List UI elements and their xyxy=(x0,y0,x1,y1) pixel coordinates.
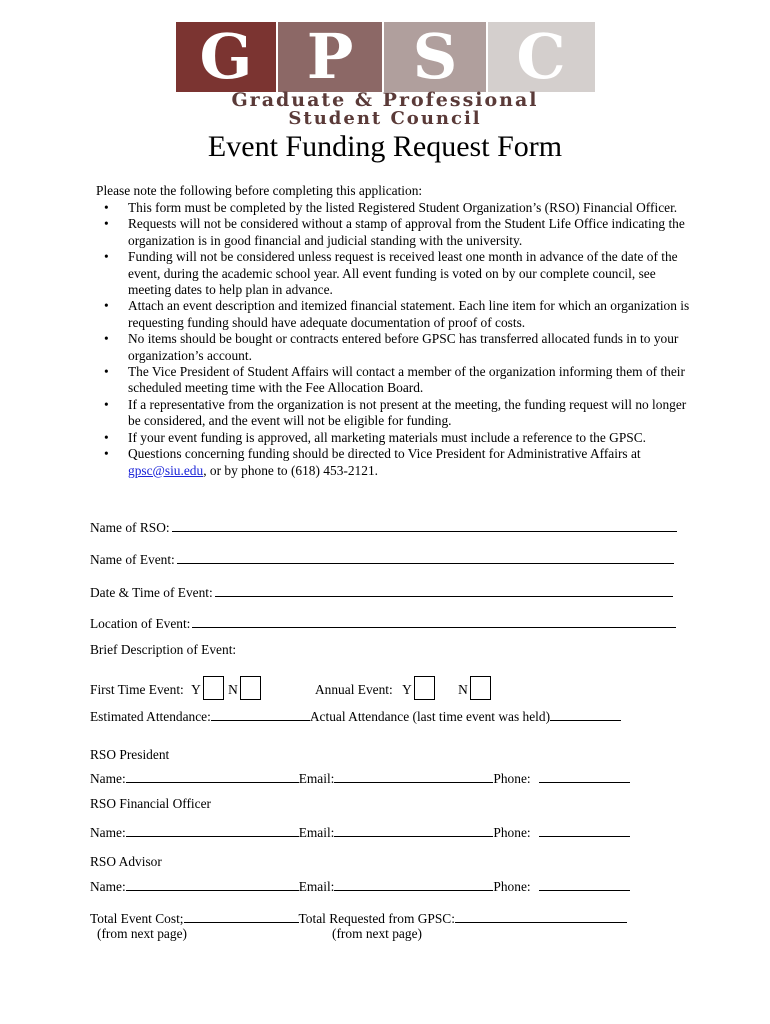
first-time-row xyxy=(90,676,261,700)
annual-row xyxy=(315,676,491,700)
bullet-icon: • xyxy=(104,446,109,462)
financial-officer-heading: RSO Financial Officer xyxy=(90,796,211,811)
email-label: Email: xyxy=(298,771,335,786)
email-link[interactable]: gpsc@siu.edu xyxy=(128,462,204,478)
list-item: • If a representative from the organization is not present at the meeting, the funding request will no longer be considered, and the event will not be eligible for funding. xyxy=(104,396,687,429)
estimated-attendance-field[interactable] xyxy=(211,707,310,721)
total-requested-field[interactable] xyxy=(455,909,627,923)
logo-letter-c: C xyxy=(516,20,566,93)
bullet-icon: • xyxy=(104,249,109,265)
financial-officer-name-field[interactable] xyxy=(126,823,299,837)
list-item: • Funding will not be considered unless request is received least one month in advance of the date of the event, during the academic school year. All event funding is voted on by our complete council, see meeting dates to help plan in advance. xyxy=(104,249,678,298)
name-label: Name: xyxy=(90,771,126,786)
notes-list xyxy=(96,200,696,479)
estimated-attendance-label: Estimated Attendance: xyxy=(90,709,211,724)
logo-letter-p: P xyxy=(306,20,354,93)
list-item: • Attach an event description and itemized financial statement. Each line item for which an organization is requesting funding should have adequate documentation of proof of costs. xyxy=(104,298,690,330)
event-name-field[interactable] xyxy=(177,550,674,564)
annual-no-label: N xyxy=(458,682,468,697)
actual-attendance-label: Actual Attendance (last time event was held) xyxy=(309,709,551,724)
total-event-cost-field[interactable] xyxy=(184,909,299,923)
logo-letter-g: G xyxy=(199,20,253,93)
date-time-row xyxy=(90,583,673,601)
list-item: • No items should be bought or contracts entered before GPSC has transferred allocated funds in to your organization’s account. xyxy=(104,331,679,363)
annual-no-checkbox[interactable] xyxy=(470,676,491,700)
annual-label: Annual Event: xyxy=(315,682,393,697)
list-item: • The Vice President of Student Affairs will contact a member of the organization informing them of their scheduled meeting time with the Fee Allocation Board. xyxy=(104,364,685,396)
name-label: Name: xyxy=(90,825,126,840)
rso-name-field[interactable] xyxy=(172,518,677,532)
advisor-name-field[interactable] xyxy=(126,877,299,891)
email-label: Email: xyxy=(298,825,335,840)
bullet-icon: • xyxy=(104,216,109,232)
list-item: • Questions concerning funding should be directed to Vice President for Administrative Affairs at gpsc@siu.edu, or by phone to (618) 453-2121. xyxy=(104,446,641,478)
description-label: Brief Description of Event: xyxy=(90,642,237,657)
advisor-heading: RSO Advisor xyxy=(90,854,162,869)
logo-line-1: Graduate & Professional xyxy=(231,89,539,111)
first-time-no-label: N xyxy=(228,682,238,697)
event-name-row xyxy=(90,550,674,568)
financial-officer-email-field[interactable] xyxy=(334,823,493,837)
annual-yes-checkbox[interactable] xyxy=(414,676,435,700)
page-title: Event Funding Request Form xyxy=(207,130,563,163)
financial-officer-phone-field[interactable] xyxy=(539,823,630,837)
email-label: Email: xyxy=(298,879,335,894)
bullet-icon: • xyxy=(104,331,109,347)
totals-row xyxy=(90,909,627,927)
date-time-field[interactable] xyxy=(215,583,673,597)
intro-text: Please note the following before completing this application: xyxy=(96,183,423,198)
actual-attendance-field[interactable] xyxy=(550,707,621,721)
president-name-field[interactable] xyxy=(126,769,299,783)
location-label: Location of Event: xyxy=(90,616,191,631)
total-requested-label: Total Requested from GPSC: xyxy=(298,911,455,926)
first-time-yes-label: Y xyxy=(191,682,201,697)
location-field[interactable] xyxy=(192,614,676,628)
date-time-label: Date & Time of Event: xyxy=(90,585,213,600)
financial-officer-row xyxy=(90,823,630,841)
rso-name-row xyxy=(90,518,677,536)
phone-label: Phone: xyxy=(493,771,531,786)
bullet-icon: • xyxy=(104,200,109,215)
event-cost-note: (from next page) xyxy=(97,926,187,941)
list-item: • This form must be completed by the listed Registered Student Organization’s (RSO) Financial Officer. xyxy=(104,200,678,215)
rso-name-label: Name of RSO: xyxy=(90,520,170,535)
president-heading: RSO President xyxy=(90,747,170,762)
advisor-email-field[interactable] xyxy=(334,877,493,891)
list-item: • Requests will not be considered without a stamp of approval from the Student Life Office indicating the organization is in good financial and judicial standing with the university. xyxy=(104,216,685,248)
president-row xyxy=(90,769,630,787)
total-event-cost-label: Total Event Cost; xyxy=(90,911,184,926)
president-email-field[interactable] xyxy=(334,769,493,783)
bullet-icon: • xyxy=(104,396,109,412)
location-row xyxy=(90,614,676,632)
list-item: • If your event funding is approved, all marketing materials must include a reference to the GPSC. xyxy=(104,429,646,445)
advisor-row xyxy=(90,877,630,895)
logo-letter-s: S xyxy=(412,20,458,93)
phone-label: Phone: xyxy=(493,879,531,894)
advisor-phone-field[interactable] xyxy=(539,877,630,891)
name-label: Name: xyxy=(90,879,126,894)
phone-label: Phone: xyxy=(493,825,531,840)
attendance-row xyxy=(90,707,621,725)
requested-note: (from next page) xyxy=(332,926,422,941)
first-time-yes-checkbox[interactable] xyxy=(203,676,224,700)
annual-yes-label: Y xyxy=(402,682,412,697)
logo-line-2: Student Council xyxy=(288,108,482,129)
first-time-label: First Time Event: xyxy=(90,682,184,697)
president-phone-field[interactable] xyxy=(539,769,630,783)
event-name-label: Name of Event: xyxy=(90,552,175,567)
bullet-icon: • xyxy=(104,429,109,445)
bullet-icon: • xyxy=(104,364,109,380)
first-time-no-checkbox[interactable] xyxy=(240,676,261,700)
bullet-icon: • xyxy=(104,298,109,314)
